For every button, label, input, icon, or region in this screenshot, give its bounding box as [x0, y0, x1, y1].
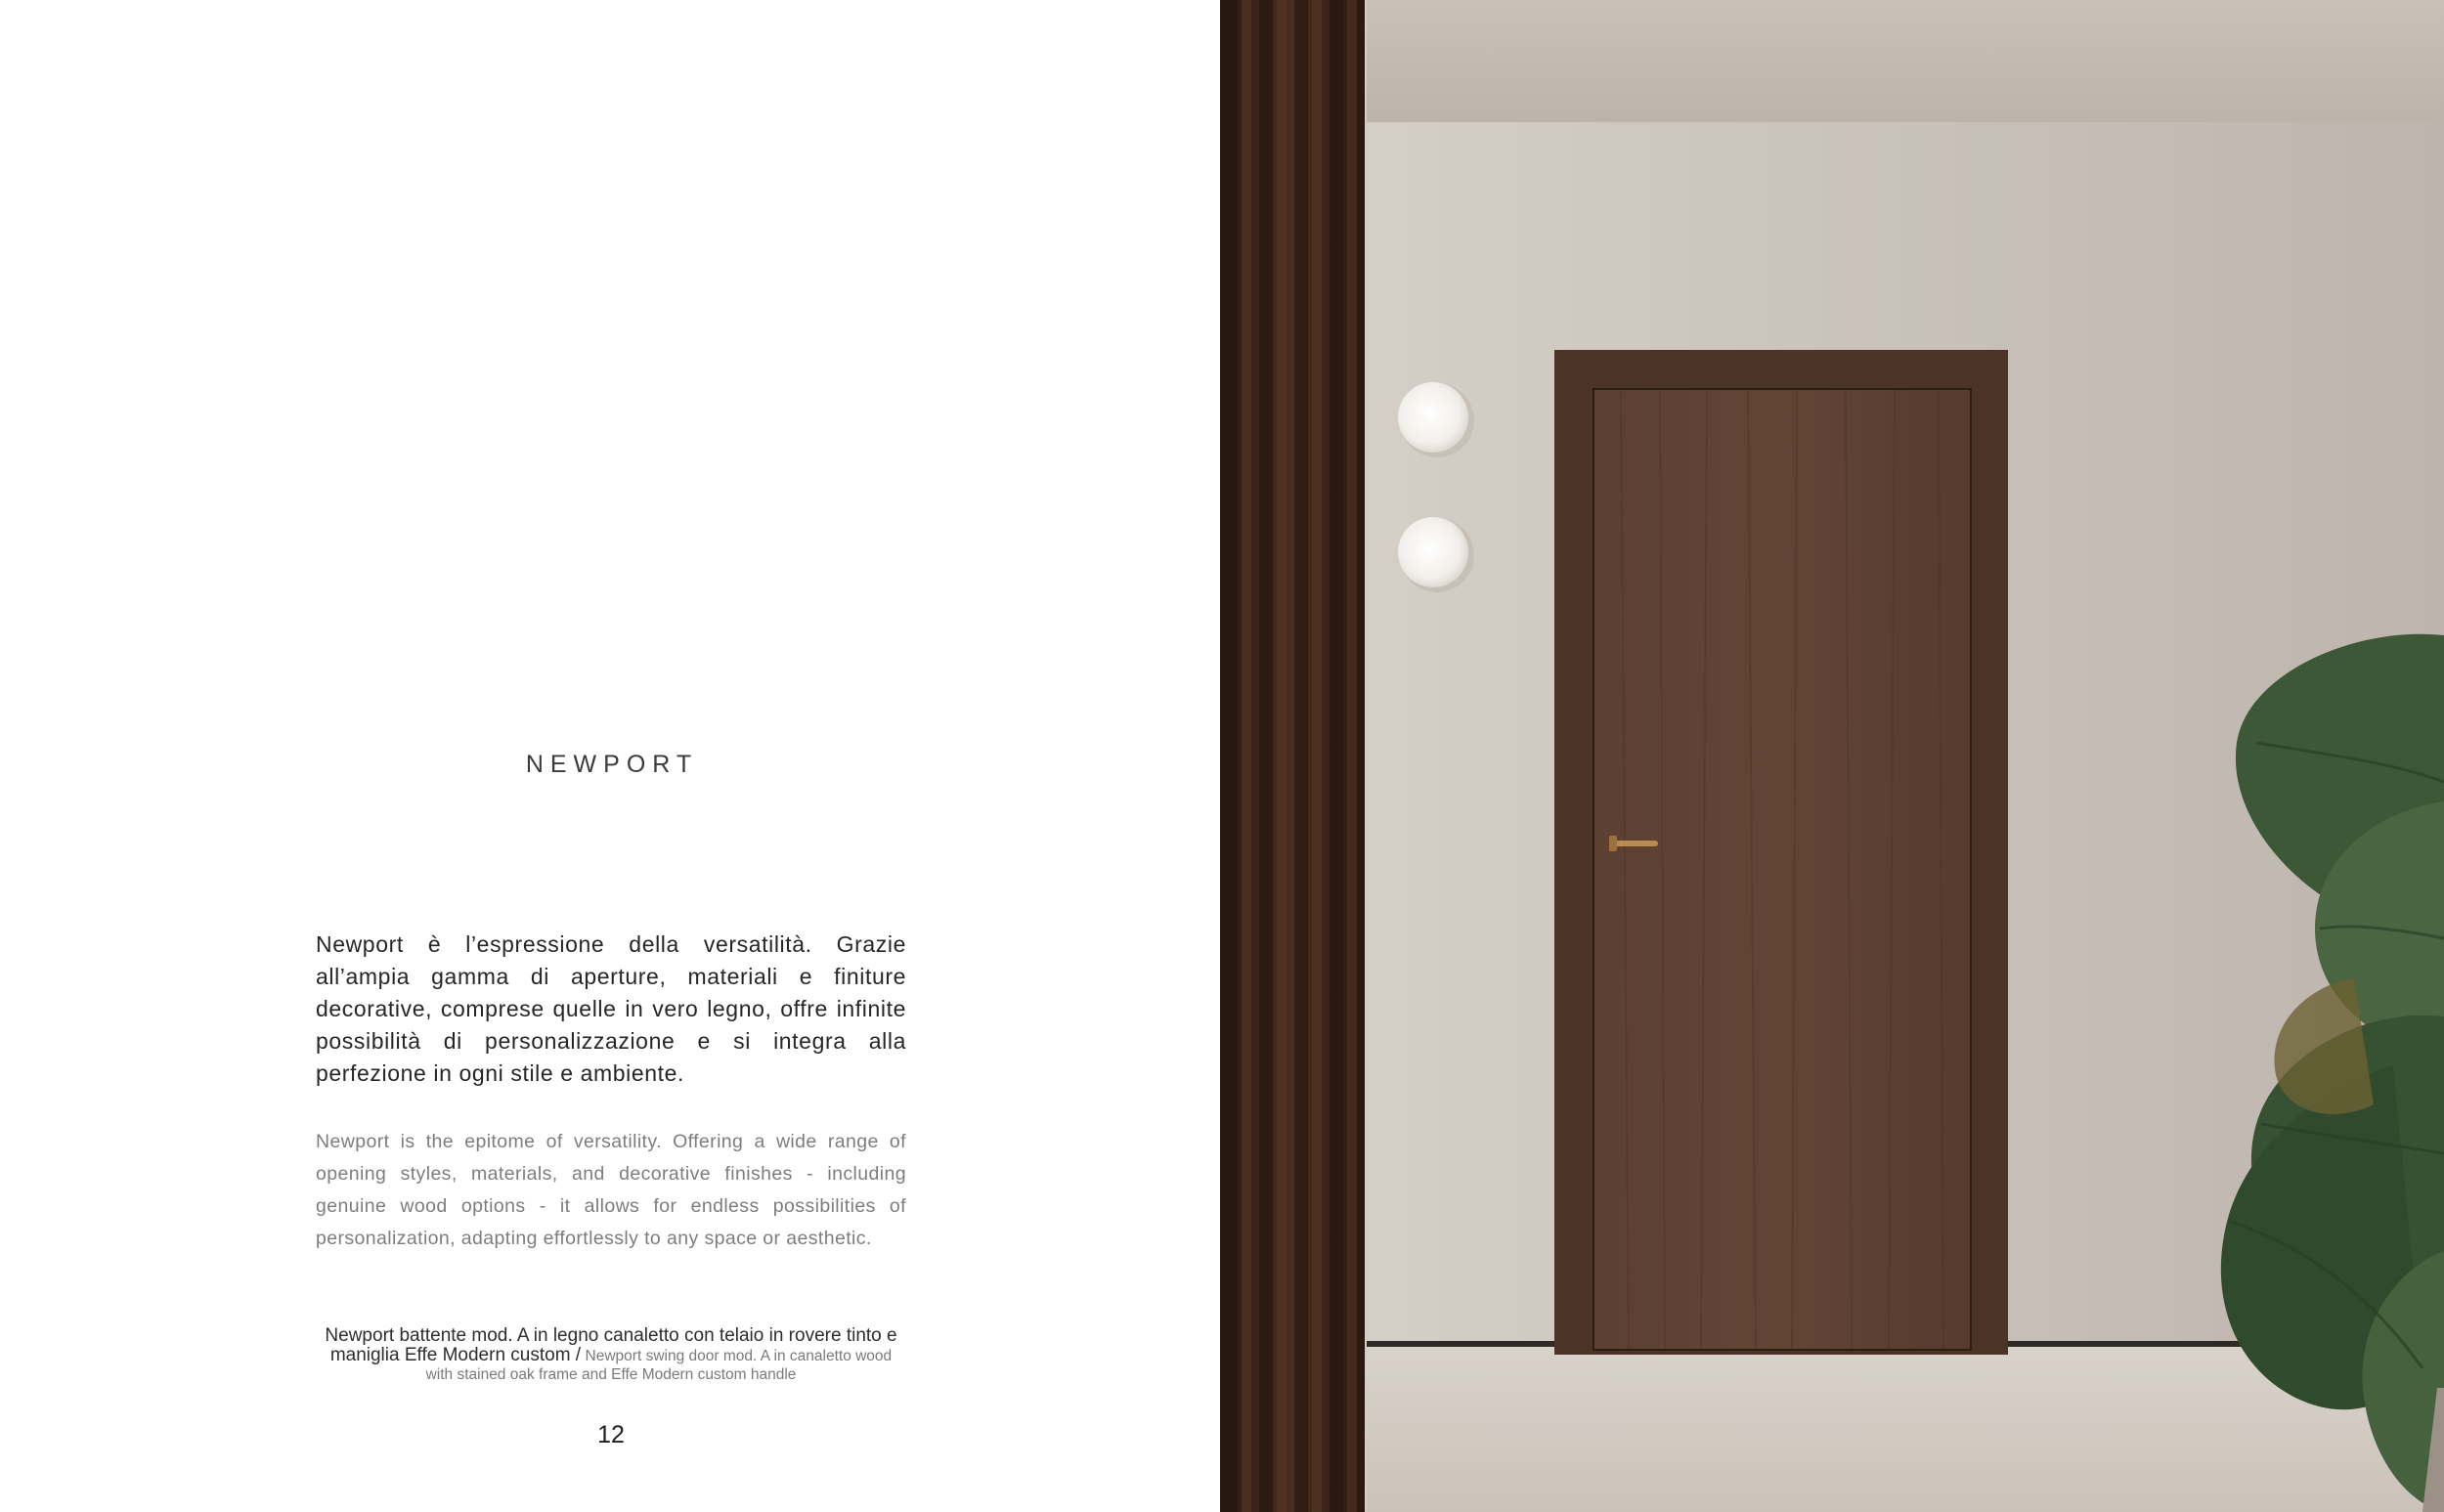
door-handle-rose: [1609, 836, 1617, 851]
caption-english: Newport swing door mod. A in canaletto wood with stained oak frame and Effe Modern custom handle: [425, 1348, 893, 1383]
caption-italian: Newport battente mod. A in legno canaletto con telaio in rovere tinto e maniglia Effe Modern custom /: [325, 1325, 897, 1365]
photo-caption: [316, 1326, 906, 1384]
text-page: [0, 0, 1220, 1512]
body-text-english: Newport is the epitome of versatility. Offering a wide range of opening styles, materials, and decorative finishes - including genuine wood options - it allows for endless possibilities of personalization, adapting effortlessly to any space or aesthetic.: [316, 1131, 906, 1249]
door-leaf: [1593, 389, 1971, 1350]
wall-lamp-bottom: [1398, 517, 1468, 587]
ceiling: [1367, 0, 2444, 122]
door-photo: [1220, 0, 2444, 1512]
wall-lamp-top: [1398, 382, 1468, 453]
page-number: 12: [597, 1421, 625, 1448]
page-title: NEWPORT: [525, 751, 699, 778]
body-text-italian: Newport è l’espressione della versatilità. Grazie all’ampia gamma di aperture, materiali e finiture decorative, comprese quelle in vero legno, offre infinite possibilità di personalizzazione e si integra alla perfezione in ogni stile e ambiente.: [316, 931, 906, 1086]
door-photo-illustration: [1220, 0, 2444, 1512]
